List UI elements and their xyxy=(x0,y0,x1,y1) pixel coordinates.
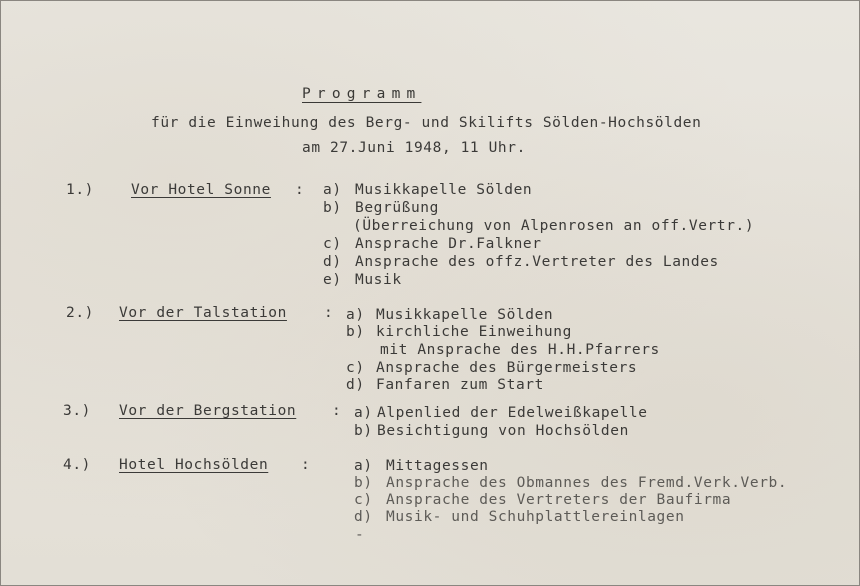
item-letter: e) xyxy=(323,272,342,288)
item-text: Ansprache Dr.Falkner xyxy=(355,236,542,252)
item-letter: d) xyxy=(354,509,373,525)
document-subtitle: für die Einweihung des Berg- und Skilifts Sölden-Hochsölden xyxy=(151,115,702,131)
item-letter: b) xyxy=(354,423,373,439)
section-separator: : xyxy=(324,305,334,321)
section-number: 1.) xyxy=(66,182,94,198)
item-letter: a) xyxy=(346,307,365,323)
item-text: Ansprache des Obmannes des Fremd.Verk.Verb. xyxy=(386,475,788,491)
section-separator: : xyxy=(332,403,342,419)
item-text: mit Ansprache des H.H.Pfarrers xyxy=(380,342,660,358)
section-place: Hotel Hochsölden xyxy=(119,457,269,473)
item-text: Ansprache des offz.Vertreter des Landes xyxy=(355,254,719,270)
item-letter: c) xyxy=(323,236,342,252)
section-number: 2.) xyxy=(66,305,94,321)
section-place: Vor der Bergstation xyxy=(119,403,297,419)
item-text: Begrüßung xyxy=(355,200,439,216)
section-separator: : xyxy=(301,457,311,473)
item-letter: c) xyxy=(346,360,365,376)
item-letter: d) xyxy=(323,254,342,270)
item-text: Fanfaren zum Start xyxy=(376,377,544,393)
item-text: Musikkapelle Sölden xyxy=(355,182,533,198)
item-text: Besichtigung von Hochsölden xyxy=(377,423,629,439)
section-place: Vor Hotel Sonne xyxy=(131,182,271,198)
item-text: Musik xyxy=(355,272,402,288)
item-text: Mittagessen xyxy=(386,458,489,474)
item-text: Musik- und Schuhplattlereinlagen xyxy=(386,509,685,525)
document-title: Programm xyxy=(302,86,422,102)
item-letter: a) xyxy=(354,458,373,474)
item-letter: a) xyxy=(323,182,342,198)
item-text: Alpenlied der Edelweißkapelle xyxy=(377,405,648,421)
event-date: am 27.Juni 1948, 11 Uhr. xyxy=(302,140,526,156)
item-text: Musikkapelle Sölden xyxy=(376,307,554,323)
section-place: Vor der Talstation xyxy=(119,305,287,321)
item-letter: c) xyxy=(354,492,373,508)
section-number: 4.) xyxy=(63,457,91,473)
closing-dash: - xyxy=(355,527,365,543)
item-letter: d) xyxy=(346,377,365,393)
item-text: kirchliche Einweihung xyxy=(376,324,572,340)
section-number: 3.) xyxy=(63,403,91,419)
item-letter: b) xyxy=(346,324,365,340)
item-letter: a) xyxy=(354,405,373,421)
section-separator: : xyxy=(295,182,305,198)
item-text: Ansprache des Vertreters der Baufirma xyxy=(386,492,732,508)
item-text: (Überreichung von Alpenrosen an off.Vertr.) xyxy=(353,218,755,234)
item-letter: b) xyxy=(354,475,373,491)
item-text: Ansprache des Bürgermeisters xyxy=(376,360,638,376)
item-letter: b) xyxy=(323,200,342,216)
